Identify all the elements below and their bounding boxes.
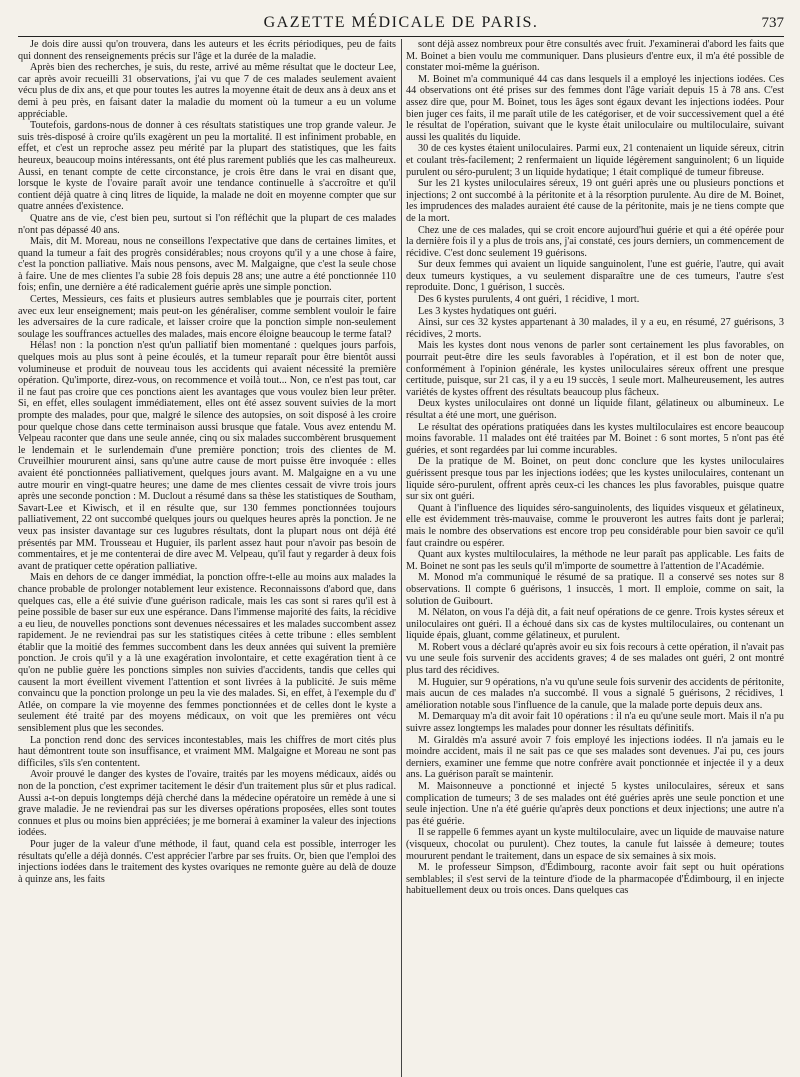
paragraph: Pour juger de la valeur d'une méthode, il faut, quand cela est possible, interroger les résultats qu'elle a déjà donnés. C'est apprécier l'arbre par ses fruits. Or, bien que l'emploi des injections iodées dans le traitement des kystes ovariques ne remonte guère au delà de douze à quinze ans, les faits	[18, 838, 396, 885]
paragraph: Le résultat des opérations pratiquées dans les kystes multiloculaires est encore beaucoup moins favorable. 11 malades ont été traitées par M. Boinet : 6 sont mortes, 5 n'ont pas été guéries, et sont regardées par lui comme incurables.	[406, 421, 784, 456]
page-number: 737	[761, 15, 784, 31]
paragraph: Je dois dire aussi qu'on trouvera, dans les auteurs et les écrits périodiques, peu de faits qui donnent des renseignements précis sur l'âge et la durée de la maladie.	[18, 39, 396, 62]
paragraph: Les 3 kystes hydatiques ont guéri.	[418, 305, 557, 317]
paragraph: Chez une de ces malades, qui se croit encore aujourd'hui guérie et qui a été opérée pour la dernière fois il y a plus de trois ans, j'ai constaté, ces jours derniers, un commencement de récidive. C'est donc seulement 19 guérisons.	[406, 224, 784, 259]
paragraph: La ponction rend donc des services incontestables, mais les chiffres de mort cités plus haut démontrent toute son insuffisance, et vraiment MM. Malgaigne et Moreau ne sont pas difficiles, s'ils s'en contentent.	[18, 734, 396, 769]
paragraph: Deux kystes uniloculaires ont donné un liquide filant, gélatineux ou albumineux. Le résultat a été une mort, une guérison.	[406, 398, 784, 421]
paragraph: M. Maisonneuve a ponctionné et injecté 5 kystes uniloculaires, séreux et sans complication de tumeurs; 3 de ses malades ont été guéries après une seule ponction et une seule injection. Une n'a été guérie qu'après deux ponctions et deux injections; une autre n'a pas été guérie.	[406, 781, 784, 827]
paragraph: M. Robert vous a déclaré qu'après avoir eu six fois recours à cette opération, il n'avait pas vu une seule fois survenir des accidents graves; 4 de ses malades ont guéri, 2 ont montré plus tard des récidives.	[406, 641, 784, 677]
paragraph: Sur deux femmes qui avaient un liquide sanguinolent, l'une est guérie, l'autre, qui avait deux tumeurs kystiques, a vu seulement disparaître une de ces tumeurs, l'autre s'est reproduite. Donc, 1 guérison, 1 succès.	[406, 259, 784, 294]
page-header	[18, 14, 784, 37]
column-divider	[401, 39, 402, 1077]
paragraph: M. le professeur Simpson, d'Édimbourg, raconte avoir fait sept ou huit opérations semblables; il s'est servi de la teinture d'iode de la pharmacopée d'Édimbourg, il en injecte habituellement deux ou trois onces. Dans quelques cas	[406, 862, 784, 897]
paragraph: Des 6 kystes purulents, 4 ont guéri, 1 récidive, 1 mort.	[418, 294, 640, 306]
paragraph: Ainsi, sur ces 32 kystes appartenant à 30 malades, il y a eu, en résumé, 27 guérisons, 3 récidives, 2 morts.	[406, 317, 784, 340]
paragraph: Mais, dit M. Moreau, nous ne conseillons l'expectative que dans de certaines limites, et quand la tumeur a fait des progrès considérables; nous croyons qu'il y a une chose à faire, c'est la ponction palliative. Mais nous pensons, avec M. Malgaigne, que c'est la seule chose à faire. Une de mes clientes l'a subie 28 fois depuis 28 ans; une autre a été ponctionnée 110 fois; enfin, une dernière a été radicalement guérie après une simple ponction.	[18, 236, 396, 294]
paragraph: M. Demarquay m'a dit avoir fait 10 opérations : il n'a eu qu'une seule mort. Mais il n'a pu suivre assez longtemps les malades pour donner les résultats définitifs.	[406, 711, 784, 735]
paragraph: M. Giraldès m'a assuré avoir 7 fois employé les injections iodées. Il n'a jamais eu le moindre accident, mais il ne sait pas ce que ses malades sont devenues. J'ai pu, ces jours derniers, examiner une femme que notre confrère avait ponctionnée et injectée il y a deux ans. La guérison paraît se maintenir.	[406, 734, 784, 781]
paragraph: De la pratique de M. Boinet, on peut donc conclure que les kystes uniloculaires guérissent presque tous par les injections iodées; que les kystes uniloculaires, contenant un liquide séro-purulent, offrent après ceux-ci les chances les plus favorables, puisque quatre sur six ont guéri.	[406, 456, 784, 503]
text-columns	[18, 39, 784, 1077]
paragraph: Mais en dehors de ce danger immédiat, la ponction offre-t-elle au moins aux malades la chance probable de prolonger notablement leur existence. Reconnaissons d'abord que, dans quelques cas, elle a été suivie d'une guérison radicale, mais les cas sont si rares qu'il est à peine possible de baser sur eux une espérance. Dans l'immense majorité des faits, la récidive a eu lieu, de nouvelles ponctions sont devenues nécessaires et les malades succombent assez rapidement. Je ne reviendrai pas sur les statistiques citées à cette tribune : elles semblent établir que la moitié des femmes succombent dans les deux années qui suivent la première ponction. Je crois qu'il y a là une exagération involontaire, et cette exagération tient à ce qu'on ne publie guère les ponctions simples non suivies d'accidents, tandis que celles qui causent la mort éveillent vivement l'attention et sont livrées à la publicité. Je suis même convaincu que la ponction prolonge un peu la vie des malades. Si, en effet, à l'exemple du d' Atlée, on compare la vie moyenne des femmes ponctionnées et de celles dont le kyste a seulement été traité par des moyens médicaux, on voit que les premières ont vécu sensiblement plus que les secondes.	[18, 572, 396, 735]
right-column	[406, 39, 784, 1077]
paragraph: Quant à l'influence des liquides séro-sanguinolents, des liquides visqueux et gélatineux, elle est évidemment très-mauvaise, comme le prouveront les autres faits dont je parlerai; mais le nombre des observations est encore trop peu considérable pour bien savoir ce qu'il faut craindre ou espérer.	[406, 502, 784, 549]
paragraph: Il se rappelle 6 femmes ayant un kyste multiloculaire, avec un liquide de mauvaise nature (visqueux, chocolat ou purulent). Chez toutes, la canule fut laissée à demeure; toutes moururent pendant le traitement, dans un espace de six semaines à six mois.	[406, 827, 784, 862]
paragraph: sont déjà assez nombreux pour être consultés avec fruit. J'examinerai d'abord les faits que M. Boinet a bien voulu me communiquer. Dans plusieurs d'entre eux, il m'a été possible de constater moi-même la guérison.	[406, 39, 784, 74]
paragraph: Sur les 21 kystes uniloculaires séreux, 19 ont guéri après une ou plusieurs ponctions et injections; 2 ont succombé à la péritonite et à la résorption purulente. Au dire de M. Boinet, les imprudences des malades auraient été cause de la péritonite, mais je ne tiens compte que de la mort.	[406, 178, 784, 224]
journal-title: GAZETTE MÉDICALE DE PARIS.	[263, 14, 539, 31]
paragraph: M. Huguier, sur 9 opérations, n'a vu qu'une seule fois survenir des accidents de péritonite, mais aucun de ces malades n'a succombé. Il vous a signalé 5 guérisons, 2 récidives, 1 amélioration notable sous l'influence de la canule, que la malade porte depuis deux ans.	[406, 676, 784, 711]
paragraph: Mais les kystes dont nous venons de parler sont certainement les plus favorables, on pourrait peut-être dire les seuls favorables à l'opération, et il est bon de noter que, conformément à l'opinion générale, les kystes uniloculaires séreux offrent une presque certitude, puisque, sur 21 cas, il y a eu 19 succès, 1 seule mort. Malheureusement, les autres variétés de kystes offrent des résultats beaucoup plus fâcheux.	[406, 340, 784, 398]
paragraph: M. Monod m'a communiqué le résumé de sa pratique. Il a conservé ses notes sur 8 observations. Il compte 6 guérisons, 1 insuccès, 1 mort. Il emploie, comme on sait, la solution de Guibourt.	[406, 572, 784, 607]
paragraph: Quatre ans de vie, c'est bien peu, surtout si l'on réfléchit que la plupart de ces malades n'ont pas dépassé 40 ans.	[18, 212, 396, 236]
paragraph: M. Nélaton, on vous l'a déjà dit, a fait neuf opérations de ce genre. Trois kystes séreux et uniloculaires ont guéri. Il a échoué dans six cas de kystes multiloculaires, ou contenant un liquide épais, gluant, comme gélatineux, et purulent.	[406, 607, 784, 642]
paragraph: Certes, Messieurs, ces faits et plusieurs autres semblables que je pourrais citer, portent avec eux leur enseignement; mais peut-on les généraliser, comme semblent vouloir le faire les adversaires de la cure radicale, et laisser croire que la ponction simple non-seulement soulage les souffrances actuelles des malades, mais encore éloigne beaucoup le terme fatal?	[18, 294, 396, 340]
paragraph: Hélas! non : la ponction n'est qu'un palliatif bien momentané : quelques jours parfois, quelques mois au plus sont à peine écoulés, et la tumeur reparaît pour être bientôt aussi volumineuse et produit de nouveau tous les accidents qui avaient nécessité la première opération. Qu'importe, direz-vous, on recommence et voilà tout... Non, ce n'est pas tout, car il ne faut pas croire que ces ponctions aient les avantages que vous voulez bien leur prêter. Si, en effet, elles soulagent immédiatement, elles ont été assez souvent suivies de la mort prompte des malades, pour que, malgré le silence des autopsies, on soit disposé à les croire pour quelque chose dans cette terminaison aussi brusque que fatale. Vous avez entendu M. Velpeau raconter que dans une seule année, cinq ou six malades succombèrent brusquement le lendemain et le surlendemain d'une première ponction; trois des clientes de M. Cruveilhier moururent ainsi, sans qu'une autre cause de mort puisse être invoquée : elles avaient été ponctionnées palliativement, quelques jours avant. M. Malgaigne en a vu une autre mourir en vingt-quatre heures; une dame de mes clientes cessait de vivre trois jours après une seconde ponction : M. Duclout a résumé dans sa thèse les statistiques de Southam, Savart-Lee et Kiwisch, et il en résulte que, sur 130 femmes ponctionnées toujours palliativement, 22 ont succombé quelques jours ou quelques heures après la ponction. Je ne veux pas insister davantage sur ces lugubres résultats, dont la plupart nous ont déjà été présentés par MM. Trousseau et Huguier, ils parlent assez haut pour n'avoir pas besoin de commentaires, et je me contenterai de dire avec M. Velpeau, qu'il faut y regarder à deux fois avant de pratiquer cette opération palliative.	[18, 340, 396, 572]
paragraph: Toutefois, gardons-nous de donner à ces résultats statistiques une trop grande valeur. Je suis très-disposé à croire qu'ils exagèrent un peu la mortalité. Il est infiniment probable, en effet, et c'est un reproche assez peu mérité par la plupart des statistiques, que les faits heureux, beaucoup moins intéressants, ont été plus rarement publiés que les cas malheureux. Aussi, en tenant compte de cette circonstance, je crois être dans le vrai en disant que, lorsque le kyste de l'ovaire paraît avoir une tendance continuelle à s'accroître et qu'il contient déjà quatre à cinq litres de liquide, la malade ne doit en moyenne compter que sur quatre années d'existence.	[18, 120, 396, 213]
paragraph: 30 de ces kystes étaient uniloculaires. Parmi eux, 21 contenaient un liquide séreux, citrin et coulant très-facilement; 2 renfermaient un liquide légèrement sanguinolent; 6 un liquide purulent ou séro-purulent; 3 un liquide hydatique; 1 était compliqué de tumeur fibreuse.	[406, 143, 784, 178]
paragraph: Avoir prouvé le danger des kystes de l'ovaire, traités par les moyens médicaux, aidés ou non de la ponction, c'est exprimer tacitement le désir d'un traitement plus sûr et plus radical. Aussi a-t-on depuis longtemps déjà cherché dans la médecine opératoire un remède à une si grave maladie. Je ne reviendrai pas sur les diverses opérations proposées, elles sont toutes connues et plus ou moins bien appréciées; je me bornerai à examiner la valeur des injections iodées.	[18, 769, 396, 839]
paragraph: Quant aux kystes multiloculaires, la méthode ne leur paraît pas applicable. Les faits de M. Boinet ne sont pas les seuls qu'il m'importe de soumettre à l'attention de l'Académie.	[406, 549, 784, 572]
paragraph: M. Boinet m'a communiqué 44 cas dans lesquels il a employé les injections iodées. Ces 44 observations ont été prises sur des femmes dont l'âge variait depuis 15 à 78 ans. C'est assez dire que, pour M. Boinet, tous les âges sont égaux devant les injections iodées. Pour bien juger ces faits, il me paraît utile de les catégoriser, et de voir successivement quel a été le résultat de l'opération, suivant que le kyste était uniloculaire ou multiloculaire, suivant aussi les qualités du liquide.	[406, 73, 784, 143]
paragraph: Après bien des recherches, je suis, du reste, arrivé au même résultat que le docteur Lee, car après avoir recueilli 31 observations, j'ai vu que 7 de ces malades seulement avaient vécu plus de dix ans, et que pour toutes les autres la moyenne était de deux ans à deux ans et demi à peu près, en faisant dater la maladie du moment où la tumeur a eu un volume appréciable.	[18, 62, 396, 120]
left-column	[18, 39, 396, 1077]
